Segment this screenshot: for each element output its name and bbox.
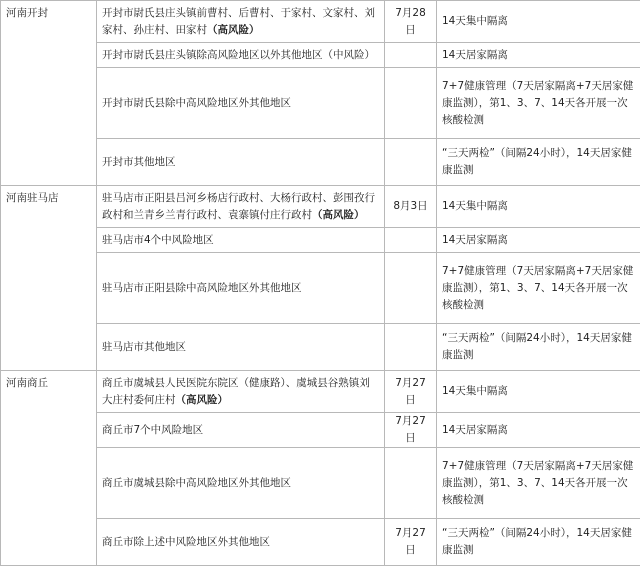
measure-cell: 14天集中隔离 [437, 371, 640, 413]
area-text: 商丘市虞城县人民医院东院区（健康路）、虞城县谷熟镇刘大庄村委何庄村 [102, 377, 370, 406]
measure-cell: 7+7健康管理（7天居家隔离+7天居家健康监测），第1、3、7、14天各开展一次核酸检测 [437, 448, 640, 519]
measure-cell: 14天居家隔离 [437, 43, 640, 68]
risk-level: （高风险） [176, 394, 229, 406]
table-row [1, 448, 640, 519]
risk-level: （高风险） [207, 24, 260, 36]
measure-cell: “三天两检”（间隔24小时），14天居家健康监测 [437, 139, 640, 186]
table-row [1, 228, 640, 253]
date-cell [385, 448, 437, 519]
table-row [1, 139, 640, 186]
date-cell: 7月27日 [385, 519, 437, 566]
date-cell: 7月27日 [385, 413, 437, 448]
measure-cell: “三天两检”（间隔24小时），14天居家健康监测 [437, 324, 640, 371]
area-cell: 商丘市7个中风险地区 [97, 413, 385, 448]
region-name: 河南驻马店 [6, 192, 59, 204]
date-cell [385, 68, 437, 139]
measure-cell: “三天两检”（间隔24小时），14天居家健康监测 [437, 519, 640, 566]
date-cell [385, 139, 437, 186]
area-cell: 开封市尉氏县除中高风险地区外其他地区 [97, 68, 385, 139]
measure-cell: 14天居家隔离 [437, 413, 640, 448]
table-row [1, 1, 640, 43]
area-cell: 驻马店市正阳县除中高风险地区外其他地区 [97, 253, 385, 324]
area-text: 驻马店市正阳县吕河乡杨店行政村、大杨行政村、彭围孜行政村和兰青乡兰青行政村、袁寨镇付庄行政村 [102, 192, 375, 221]
table-row [1, 68, 640, 139]
date-cell [385, 253, 437, 324]
region-name: 河南商丘 [6, 377, 48, 389]
table-row [1, 186, 640, 228]
measure-cell: 14天集中隔离 [437, 1, 640, 43]
area-cell: 驻马店市其他地区 [97, 324, 385, 371]
region-cell [1, 186, 97, 371]
date-cell: 7月28日 [385, 1, 437, 43]
area-cell [97, 186, 385, 228]
region-name: 河南开封 [6, 7, 48, 19]
area-cell [97, 371, 385, 413]
measure-cell: 7+7健康管理（7天居家隔离+7天居家健康监测），第1、3、7、14天各开展一次核酸检测 [437, 253, 640, 324]
measure-cell: 14天集中隔离 [437, 186, 640, 228]
measure-cell: 14天居家隔离 [437, 228, 640, 253]
table-row [1, 519, 640, 566]
area-cell: 商丘市除上述中风险地区外其他地区 [97, 519, 385, 566]
table-row [1, 43, 640, 68]
table-row [1, 253, 640, 324]
date-cell: 8月3日 [385, 186, 437, 228]
table-row [1, 324, 640, 371]
area-cell: 驻马店市4个中风险地区 [97, 228, 385, 253]
area-text: 开封市尉氏县庄头镇前曹村、后曹村、于家村、文家村、刘家村、孙庄村、田家村 [102, 7, 375, 36]
area-cell [97, 1, 385, 43]
area-cell: 商丘市虞城县除中高风险地区外其他地区 [97, 448, 385, 519]
date-cell [385, 43, 437, 68]
risk-level: （高风险） [312, 209, 365, 221]
date-cell [385, 324, 437, 371]
region-cell [1, 371, 97, 566]
area-cell: 开封市其他地区 [97, 139, 385, 186]
table-row [1, 413, 640, 448]
date-cell: 7月27日 [385, 371, 437, 413]
region-cell [1, 1, 97, 186]
table-row [1, 371, 640, 413]
measure-cell: 7+7健康管理（7天居家隔离+7天居家健康监测），第1、3、7、14天各开展一次核酸检测 [437, 68, 640, 139]
area-cell: 开封市尉氏县庄头镇除高风险地区以外其他地区（中风险） [97, 43, 385, 68]
date-cell [385, 228, 437, 253]
